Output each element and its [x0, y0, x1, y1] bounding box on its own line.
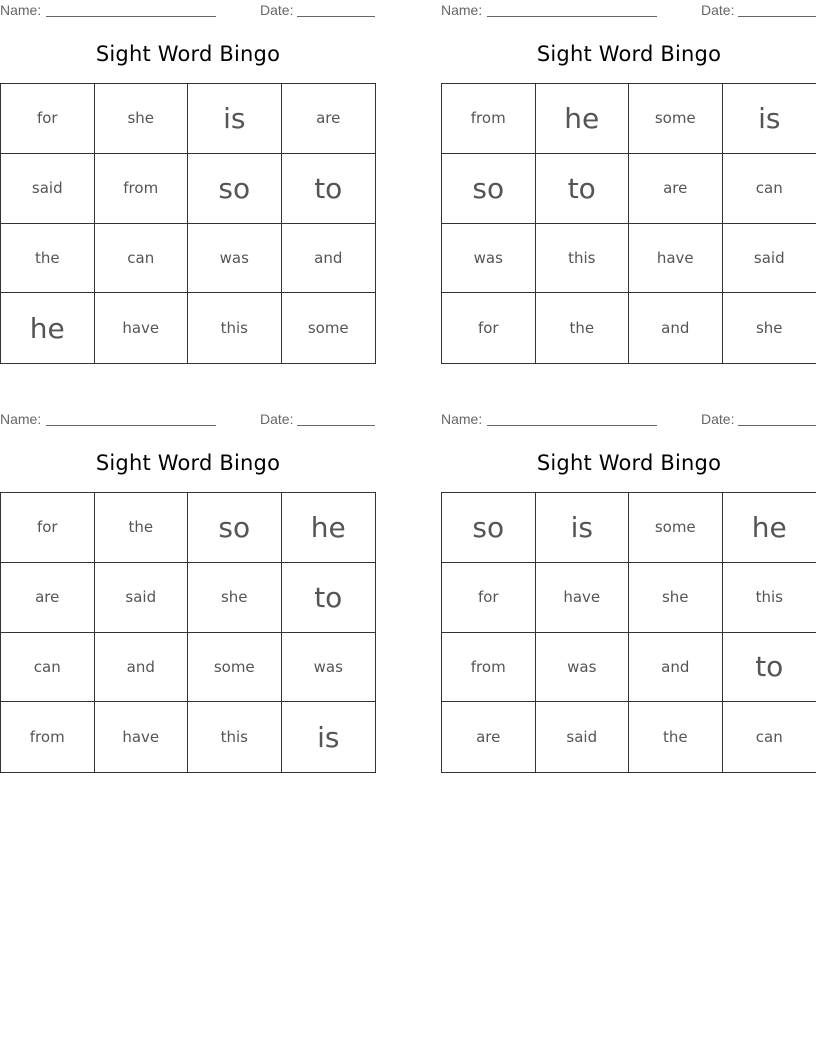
date-blank[interactable]	[297, 425, 375, 426]
name-date-line	[0, 409, 376, 429]
bingo-cell: is	[188, 84, 282, 154]
date-blank[interactable]	[297, 16, 375, 17]
name-blank[interactable]	[487, 16, 657, 17]
bingo-grid	[0, 492, 376, 773]
bingo-cell: have	[95, 702, 189, 772]
bingo-cell: can	[723, 154, 816, 224]
bingo-cell: she	[95, 84, 189, 154]
bingo-cell: this	[536, 224, 630, 294]
bingo-cell: have	[629, 224, 723, 294]
bingo-cell: he	[1, 293, 95, 363]
bingo-cell: this	[723, 563, 816, 633]
bingo-cell: some	[307, 319, 349, 338]
bingo-cell: the	[536, 293, 630, 363]
date-label: Date:	[701, 411, 735, 427]
name-date-line	[441, 409, 816, 429]
bingo-grid	[441, 83, 816, 364]
bingo-cell: she	[188, 563, 282, 633]
bingo-cell: are	[629, 154, 723, 224]
bingo-cell: was	[282, 633, 376, 703]
bingo-cell: can	[755, 728, 783, 747]
bingo-grid	[441, 492, 816, 773]
bingo-cell: have	[536, 563, 630, 633]
bingo-card	[441, 0, 816, 338]
bingo-cell: for	[1, 84, 95, 154]
date-label: Date:	[260, 2, 294, 18]
bingo-cell: are	[282, 84, 376, 154]
bingo-cell: so	[442, 154, 536, 224]
bingo-cell: the	[1, 224, 95, 294]
bingo-cell: she	[629, 563, 723, 633]
bingo-cell: to	[282, 154, 376, 224]
bingo-cell: and	[282, 224, 376, 294]
bingo-cell: for	[442, 563, 536, 633]
card-title: Sight Word Bingo	[536, 42, 722, 66]
bingo-cell: to	[723, 633, 816, 703]
bingo-card	[0, 0, 376, 345]
bingo-cell: said	[723, 224, 816, 294]
bingo-cell: said	[1, 154, 95, 224]
bingo-cell: he	[723, 493, 816, 563]
bingo-cell: from	[95, 154, 189, 224]
name-blank[interactable]	[46, 16, 216, 17]
bingo-cell: the	[95, 493, 189, 563]
bingo-cell: and	[629, 633, 723, 703]
bingo-cell: said	[536, 702, 630, 772]
date-blank[interactable]	[738, 425, 816, 426]
bingo-cell: some	[629, 84, 723, 154]
name-date-line	[0, 0, 376, 20]
name-label: Name:	[0, 411, 42, 427]
bingo-cell: for	[1, 493, 95, 563]
bingo-cell: from	[1, 702, 95, 772]
bingo-cell: and	[629, 293, 723, 363]
bingo-cell: this	[188, 702, 282, 772]
bingo-cell: she	[755, 319, 783, 338]
bingo-cell: and	[95, 633, 189, 703]
bingo-cell: he	[536, 84, 630, 154]
bingo-cell: was	[536, 633, 630, 703]
bingo-cell: is	[536, 493, 630, 563]
bingo-cell: to	[536, 154, 630, 224]
name-blank[interactable]	[46, 425, 216, 426]
bingo-cell: some	[188, 633, 282, 703]
date-label: Date:	[701, 2, 735, 18]
bingo-cell: have	[95, 293, 189, 363]
bingo-cell: this	[188, 293, 282, 363]
bingo-grid	[0, 83, 376, 364]
bingo-cell: is	[317, 720, 340, 754]
bingo-cell: so	[442, 493, 536, 563]
bingo-cell: from	[442, 84, 536, 154]
bingo-cell: is	[723, 84, 816, 154]
date-label: Date:	[260, 411, 294, 427]
bingo-cell: so	[188, 154, 282, 224]
bingo-cell: are	[442, 702, 536, 772]
card-title: Sight Word Bingo	[95, 42, 281, 66]
name-label: Name:	[441, 2, 483, 18]
bingo-cell: some	[629, 493, 723, 563]
card-title: Sight Word Bingo	[536, 451, 722, 475]
name-blank[interactable]	[487, 425, 657, 426]
bingo-cell: are	[1, 563, 95, 633]
bingo-cell: from	[442, 633, 536, 703]
bingo-cell: to	[282, 563, 376, 633]
bingo-cell: said	[95, 563, 189, 633]
bingo-cell: he	[282, 493, 376, 563]
card-title: Sight Word Bingo	[95, 451, 281, 475]
bingo-cell: so	[188, 493, 282, 563]
date-blank[interactable]	[738, 16, 816, 17]
bingo-cell: can	[95, 224, 189, 294]
name-label: Name:	[0, 2, 42, 18]
bingo-card	[0, 409, 376, 754]
name-label: Name:	[441, 411, 483, 427]
bingo-cell: can	[1, 633, 95, 703]
bingo-cell: was	[188, 224, 282, 294]
bingo-cell: was	[442, 224, 536, 294]
bingo-cell: for	[442, 293, 536, 363]
bingo-cell: the	[629, 702, 723, 772]
name-date-line	[441, 0, 816, 20]
bingo-card	[441, 409, 816, 747]
